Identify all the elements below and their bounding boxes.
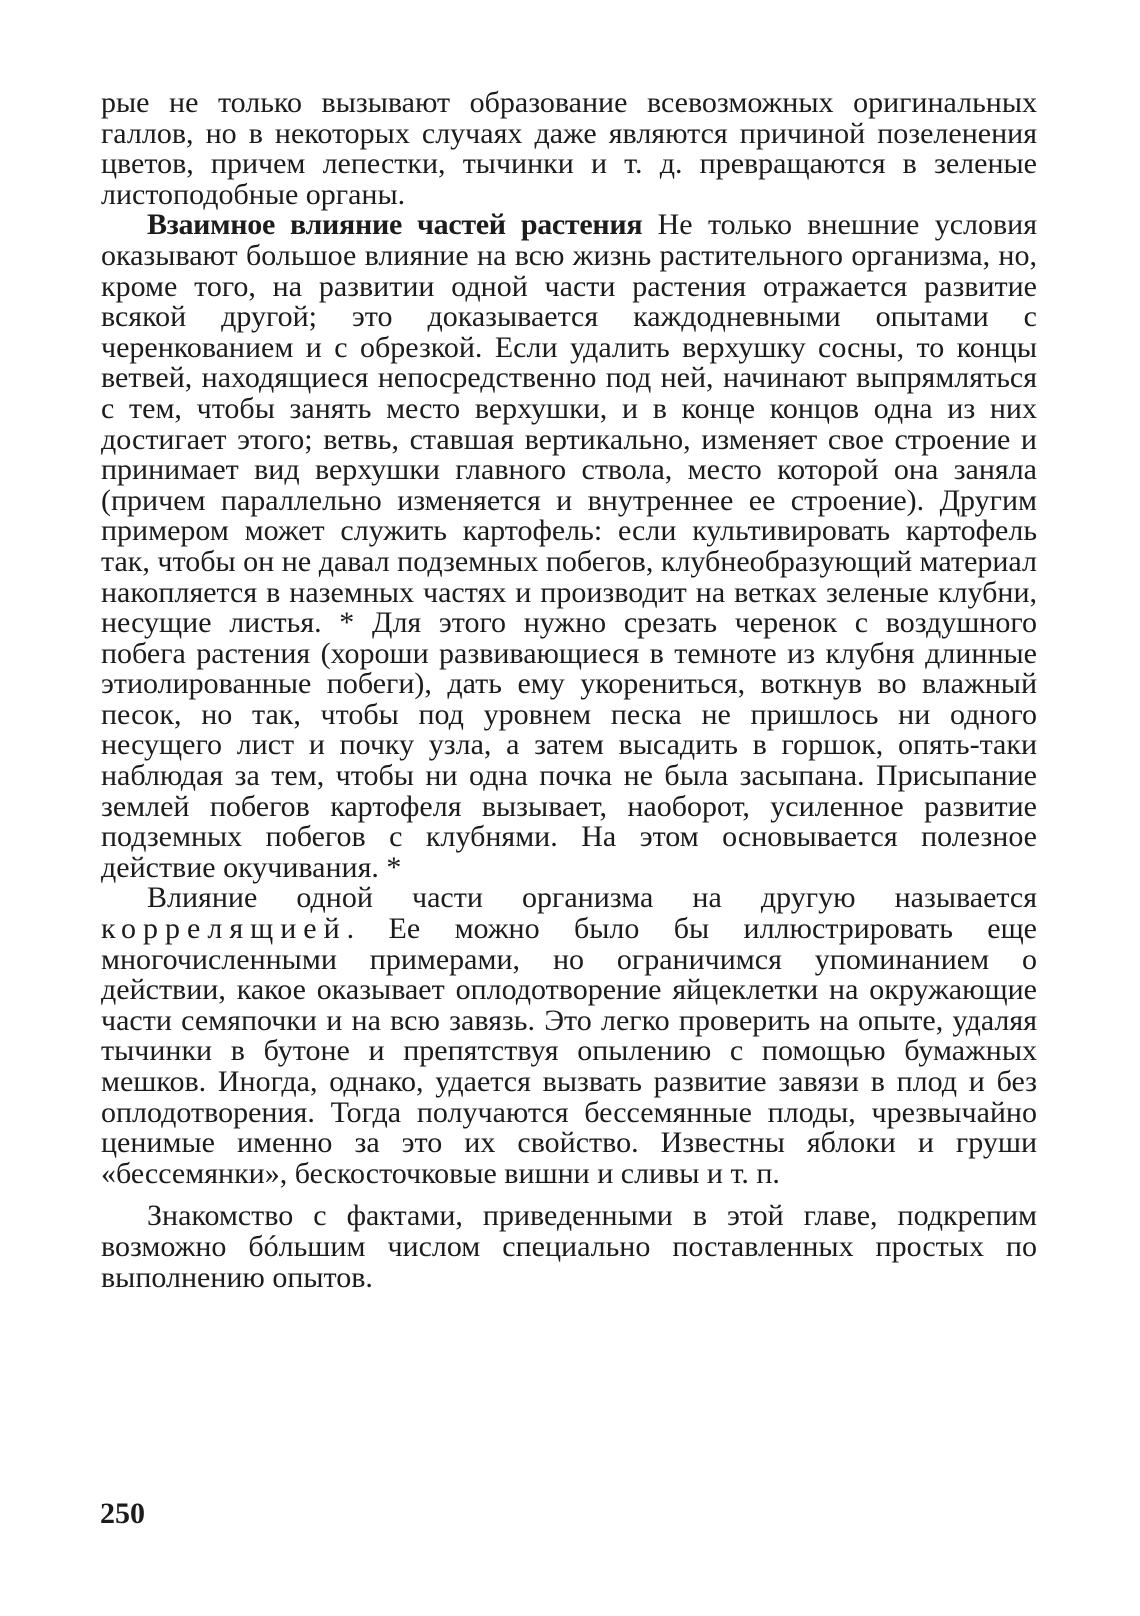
paragraph-conclusion-text: Знакомство с фактами, приведенными в этой главе, подкрепим возможно бóльшим числом специально поставленных простых по выполнению опытов.: [101, 1199, 1037, 1294]
body-text: [101, 88, 1037, 1293]
paragraph-correlation: [101, 883, 1037, 1189]
paragraph-galls-text: рые не только вызывают образование всевозможных оригинальных галлов, но в некоторых случаях даже являются причиной позеленения цветов, причем лепестки, тычинки и т. д. превращаются в зеленые листоподобные органы.: [101, 86, 1037, 211]
section-heading: Взаимное влияние частей растения: [147, 208, 643, 242]
paragraph-mutual-influence: [101, 210, 1037, 883]
paragraph-correlation-text-end: . Ее можно было бы иллюстрировать еще многочисленными примерами, но ограничимся упоминанием о действии, какое оказывает оплодотворение яйцеклетки на окружающие части семяпочки и на всю завязь. Это легко проверить на опыте, удаляя тычинки в бутоне и препятствуя опылению с помощью бумажных мешков. Иногда, однако, удается вызвать развитие завязи в плод и без оплодотворения. Тогда получаются бессемянные плоды, чрезвычайно ценимые именно за это их свойство. Известны яблоки и груши «бессемянки», бескосточковые вишни и сливы и т. п.: [101, 912, 1037, 1190]
paragraph-galls: [101, 88, 1037, 210]
page-number: 250: [100, 1497, 145, 1530]
paragraph-conclusion: [101, 1201, 1037, 1293]
term-correlation: коррелящией: [101, 912, 347, 946]
paragraph-mutual-influence-text: Не только внешние условия оказывают большое влияние на всю жизнь растительного организма, но, кроме того, на развитии одной части растения отражается развитие всякой другой; это доказывается каждодневными опытами с черенкованием и с обрезкой. Если удалить верхушку сосны, то концы ветвей, находящиеся непосредственно под ней, начинают выпрямляться с тем, чтобы занять место верхушки, и в конце концов одна из них достигает этого; ветвь, ставшая вертикально, изменяет свое строение и принимает вид верхушки главного ствола, место которой она заняла (причем параллельно изменяется и внутреннее ее строение). Другим примером может служить картофель: если культивировать картофель так, чтобы он не давал подземных побегов, клубнеобразующий материал накопляется в наземных частях и производит на ветках зеленые клубни, несущие листья. * Для этого нужно срезать черенок с воздушного побега растения (хороши развивающиеся в темноте из клубня длинные этиолированные побеги), дать ему укорениться, воткнув во влажный песок, но так, чтобы под уровнем песка не пришлось ни одного несущего лист и почку узла, а затем высадить в горшок, опять-таки наблюдая за тем, чтобы ни одна почка не была засыпана. Присыпание землей побегов картофеля вызывает, наоборот, усиленное развитие подземных побегов с клубнями. На этом основывается полезное действие окучивания. *: [101, 208, 1038, 884]
paragraph-correlation-text-start: Влияние одной части организма на другую называется: [147, 881, 1037, 915]
